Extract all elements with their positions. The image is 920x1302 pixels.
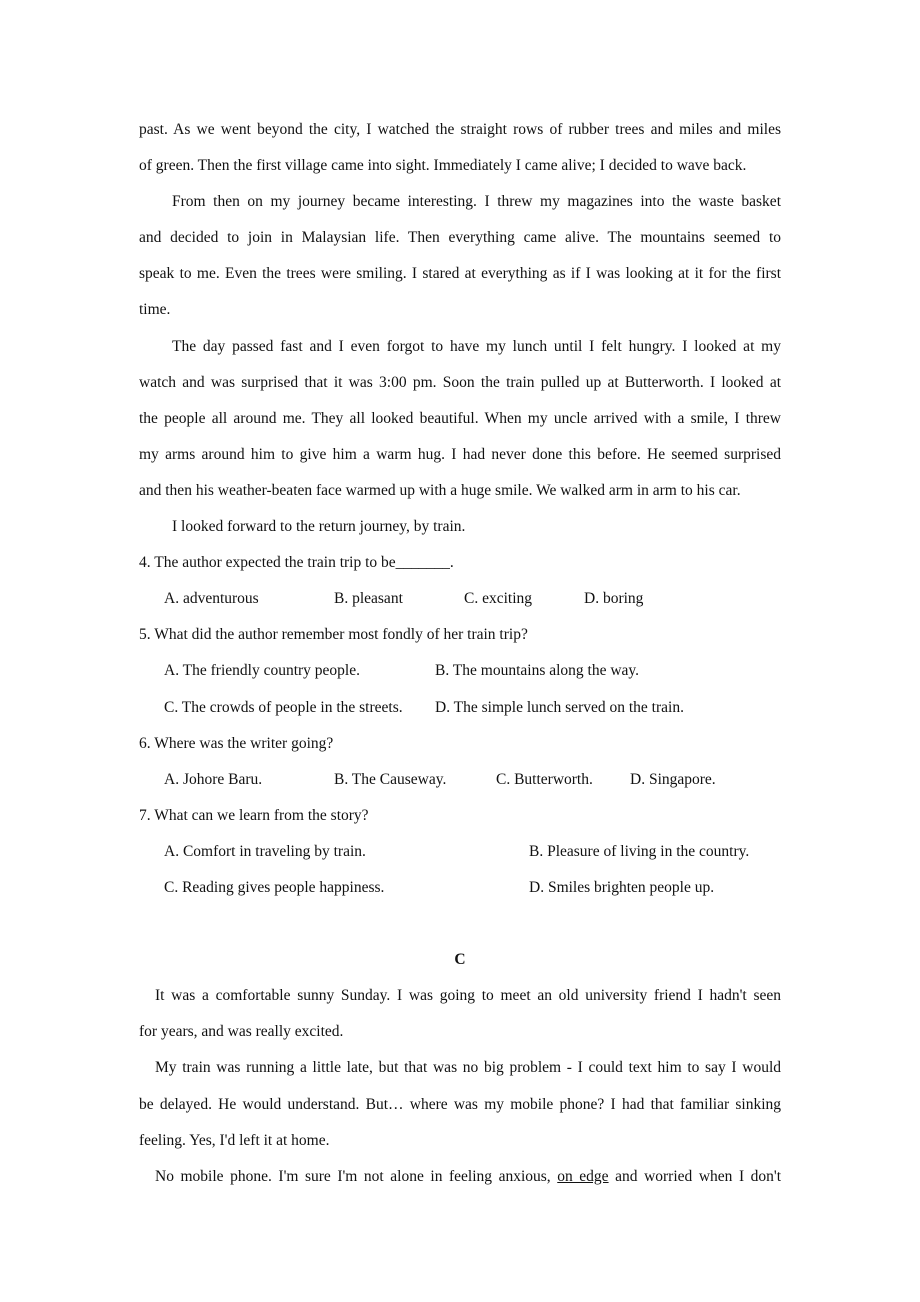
question-options [139, 762, 781, 798]
question-options [139, 581, 781, 617]
question-stem: 6. Where was the writer going? [139, 734, 334, 752]
passage-line: for years, and was really excited. [139, 1023, 344, 1041]
option-d: D. The simple lunch served on the train. [435, 698, 684, 716]
question-options [139, 690, 781, 726]
option-d: D. Singapore. [630, 770, 716, 788]
passage-line: and then his weather-beaten face warmed up with a huge smile. We walked arm in arm to his car. [139, 481, 741, 499]
option-c: C. Reading gives people happiness. [164, 878, 385, 896]
question-stem: 7. What can we learn from the story? [139, 806, 369, 824]
question-stem: 4. The author expected the train trip to be_______. [139, 554, 454, 572]
passage-line: time. [139, 301, 171, 319]
question-stem: 5. What did the author remember most fondly of her train trip? [139, 626, 528, 644]
section-heading: C [454, 951, 466, 969]
passage-line: be delayed. He would understand. But… where was my mobile phone? I had that familiar sinking [139, 1095, 781, 1113]
option-d: D. boring [584, 590, 644, 608]
passage-line: of green. Then the first village came into sight. Immediately I came alive; I decided to wave back. [139, 157, 747, 175]
option-b: B. The mountains along the way. [435, 662, 640, 680]
passage-line: speak to me. Even the trees were smiling. I stared at everything as if I was looking at it for the first [139, 265, 781, 283]
question-options [139, 653, 781, 689]
passage-line: watch and was surprised that it was 3:00 pm. Soon the train pulled up at Butterworth. I looked at [139, 373, 781, 391]
passage-line: From then on my journey became interesting. I threw my magazines into the waste basket [172, 193, 781, 211]
passage-line: my arms around him to give him a warm hug. I had never done this before. He seemed surprised [139, 445, 781, 463]
question-options [139, 834, 781, 870]
passage-line: and decided to join in Malaysian life. Then everything came alive. The mountains seemed to [139, 229, 781, 247]
option-a: A. Comfort in traveling by train. [164, 842, 366, 860]
passage-line: The day passed fast and I even forgot to have my lunch until I felt hungry. I looked at my [172, 337, 781, 355]
option-a: A. adventurous [164, 590, 259, 608]
option-b: B. Pleasure of living in the country. [529, 842, 750, 860]
option-b: B. The Causeway. [334, 770, 447, 788]
passage-line: It was a comfortable sunny Sunday. I was going to meet an old university friend I hadn't seen [155, 987, 781, 1005]
spacer [139, 906, 781, 942]
option-d: D. Smiles brighten people up. [529, 878, 715, 896]
option-b: B. pleasant [334, 590, 403, 608]
document-page [139, 112, 781, 1195]
question-options [139, 870, 781, 906]
option-c: C. Butterworth. [496, 770, 593, 788]
option-a: A. Johore Baru. [164, 770, 263, 788]
passage-line: I looked forward to the return journey, by train. [172, 518, 466, 536]
option-c: C. exciting [464, 590, 533, 608]
passage-line: My train was running a little late, but that was no big problem - I could text him to say I would [155, 1059, 781, 1077]
underlined-phrase: on edge [557, 1167, 609, 1185]
passage-line: the people all around me. They all looked beautiful. When my uncle arrived with a smile, I threw [139, 409, 781, 427]
option-a: A. The friendly country people. [164, 662, 360, 680]
option-c: C. The crowds of people in the streets. [164, 698, 403, 716]
passage-line: past. As we went beyond the city, I watched the straight rows of rubber trees and miles and miles [139, 121, 781, 138]
passage-line: feeling. Yes, I'd left it at home. [139, 1131, 330, 1149]
text-run: and worried when I don't [615, 1167, 782, 1185]
text-run: No mobile phone. I'm sure I'm not alone in feeling anxious, [155, 1167, 551, 1185]
passage-line [139, 1159, 781, 1195]
